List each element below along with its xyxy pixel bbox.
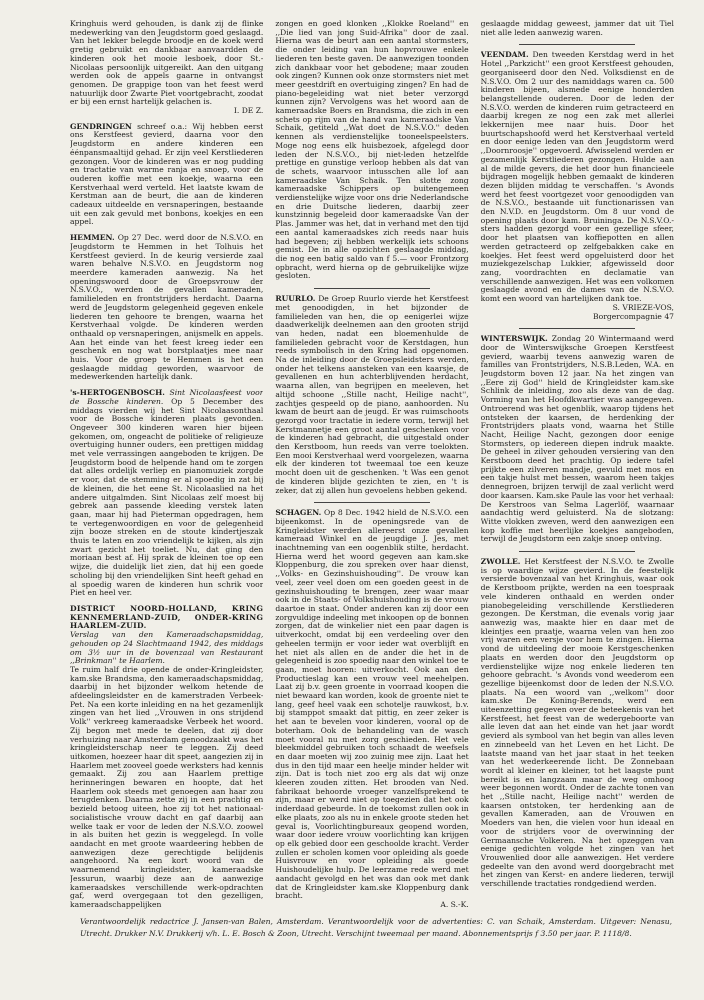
article-columns — [70, 20, 674, 910]
colophon-footer — [80, 916, 672, 940]
column-left — [70, 20, 263, 910]
article-text: Op 5 December des middags vierden wij het Sint Nicolaasonthaal voor de Bossche kinderen plaats gevonden. Ongeveer 300 kinderen waren hier bijeen gekomen, om, ongeacht de politieke of religieuze overtuiging hunner ouders, een prettigen middag met vele verrassingen aangeboden te krijgen. De Jeugdstorm bood de helpende hand om te zorgen dat alles ordelijk verliep en pianomuziek zorgde er voor, dat de stemming er al spoedig in zat bij de kleinen, die het eene St. Nicolaaslied na het andere uitgalmden. Sint Nicolaas zelf moest bij gebrek aan passende kleeding verstek laten gaan, maar hij had Pieterman opgedragen, hem te vertegenwoordigen en voor de gelegenheid zijn booze streken en de stoute kindertjeszak thuis te laten en zoo vriendelijk te kijken, als zijn zwart gezicht het toeliet. Nu, dat ging den moriaan best af. Hij sprak de kleinen toe op een wijze, die duidelijk liet zien, dat hij een goede scholing bij den vriendelijken Sint heeft gehad en al spoedig waren de kinderen hun schrik voor Piet en heel ver. — [70, 396, 264, 598]
article-hertogenbosch — [70, 389, 263, 598]
article-text: Te ruim half drie opende de onder-Kringleidster, kam.ske Brandsma, den kameraadschapsmiddag, daarbij in het bijzonder welkom hetende de afdeelingsleidster en de kamerstraden Verbeek-Pet. Na een korte inleiding en na het gezamenlijk zingen van het lied ,,Vrouwen in ons strijdend Volk'' verkreeg kameraadske Verbeek het woord. Zij begon met mede te deelen, dat zij door verhuizing naar Amsterdam genoodzaakt was het kringleidsterschap neer te leggen. Zij deed uitkomen, hoezeer haar dit speet, aangezien zij in Haarlem met zooveel goede werksters had kennis gemaakt. Zij zou aan Haarlem prettige herinneringen bewaren en hoopte, dat het Haarlem ook steeds met genoegen aan haar zou terugdenken. Daarna zette zij in een prachtig en bezield betoog uiteen, hoe zij tot het nationaal-socialistische vrouw dacht en gaf daarbij aan welke taak er voor de leden der N.S.V.O. zoowel in als buiten het gezin is weggelegd. In volle aandacht en met groote waardeering hebben de aanwezigen deze gerechtigde belijdenis aangehoord. Na een kort woord van de waarnemend kringleidster, kameraadske Jessurun, waarbij deze aan de aanwezige kameraadskes verschillende werk-opdrachten gaf, werd overgegaan tot den gezelligen, kameraadschappelijken — [70, 664, 264, 909]
colophon-text: Verantwoordelijk redactrice J. Jansen-van Balen, Amsterdam. Verantwoordelijk voor de advertenties: C. van Schaik, Amsterdam. Uitgever: Nenasu, Utrecht. Drukker N.V. Drukkerij v/h. L. E. Bosch & Zoon, Utrecht. Verschijnt tweemaal per maand. Abonnementsprijs f 3.50 per jaar. P. 1118/8. — [80, 917, 672, 938]
divider — [519, 551, 635, 552]
article-heading: ZWOLLE. — [480, 557, 521, 567]
article-signature: I. DE Z. — [233, 106, 264, 116]
article-winterswijk — [481, 335, 674, 544]
article-signature-place: Borgercompagnie 47 — [593, 311, 674, 321]
article-text: Op 27 Dec. werd door de N.S.V.O. en Jeugdstorm te Hemmen in het Tolhuis het Kerstfeest gevierd. In de keurig versierde zaal waren behalve N.S.V.O. en Jeugdstorm nog meerdere kameraden aanwezig. Na het openingswoord door de Groepsvrouw der N.S.V.O., werden de gevallen kameraden, familieleden en frontstrijders herdacht. Daarna werd de Jeugdstorm gelegenheid gegeven enkele liederen ten gehoore te brengen, waarna het Kerstverhaal volgde. De kinderen werden onthaald op versnaperingen, anijsmelk en appels. Aan het einde van het feest kreeg ieder een geschenk en nog wat borstplaatjes mee naar huis. Voor de groep te Hemmen is het een geslaagde middag geworden, waarvoor de medewerkenden hartelijk dank. — [70, 233, 264, 382]
article-gendringen — [70, 123, 263, 227]
column-middle — [275, 20, 468, 910]
article-subtitle: Verslag van den Kameraadschapsmiddag, gehouden op 24 Slachtmaand 1942, des middags om 3½ uur in de bovenzaal van Restaurant ,,Brinkman'' te Haarlem. — [70, 630, 264, 666]
article-continued-tiel — [481, 20, 674, 37]
article-text: schreef o.a.: Wij hebben eerst ons Kerstfeest gevierd, daarna voor den Jeugdstorm en andere kinderen een éénpansmaaltijd gehad. Er zijn veel Kerstliederen gezongen. Voor de kinderen was er nog pudding en tractatie van warme ranja en snoep, voor de ouderen koffie met een koekje, waarna een Kerstverhaal werd verteld. Het laatste kwam de Kerstman aan de beurt, die aan de kinderen cadeaux uitdeelde en versnaperingen, bestaande uit een zak gevuld met bonbons, koekjes en een appel. — [70, 121, 264, 227]
article-heading: 's-HERTOGENBOSCH. — [70, 388, 165, 398]
article-text: Den tweeden Kerstdag werd in het Hotel ,,Parkzicht'' een groot Kerstfeest gehouden, georganiseerd door den Ned. Volksdienst en de N.S.V.O. Om 2 uur des namiddags waren ca. 500 kinderen bijeen, alsmede eenige honderden belangstellende ouderen. Door de leden der N.S.V.O. werden de kinderen ruim getracteerd en daarbij kregen ze nog een zak met allerlei lekkernijen mee naar huis. Door het buurtschapshoofd werd het Kerstverhaal verteld en door eenige leden van den Jeugdstorm werd ,,Doornroosje'' opgevoerd. Afwisselend werden er gezamenlijk Kerstliederen gezongen. Hulde aan al de milde gevers, die het door hun financieele bijdragen mogelijk hebben gemaakt de kinderen dezen blijden middag te verschaffen. 's Avonds werd het feest voortgezet voor genoodigden van de N.S.V.O., bestaande uit functionarissen van den N.V.D. en Jeugdstorm. Om 8 uur vond de opening plaats door kam. Bruininga. De N.S.V.O.-sters hadden gezorgd voor een gezellige sfeer, door het plaatsen van koffiepotten en allen werden getracteerd op zelfgebakken cake en koekjes. Het feest werd opgeluisterd door het muziekgezelschap Lukkier, afgewisseld door zang, voordrachten en declamatie van verschillende aanwezigen. Het was een volkomen geslaagde avond en de dames van de N.S.V.O. komt een woord van hartelijken dank toe. — [480, 50, 674, 304]
article-heading: WINTERSWIJK. — [480, 334, 548, 344]
article-text: De Groep Ruurlo vierde het Kerstfeest met genoodigden, in het bijzonder de familieleden van hen, die op eenigerlei wijze daadwerkelijk deelnemen aan den grooten strijd van heden, nadat een bloemenhulde de familieleden gebracht voor de Kerstdagen, hun reeds symbolisch in den Kring had opgenomen. Na de inleiding door de Groepsleidsters werden, onder het telkens aansteken van een kaarsje, de gevallenen en hun achterblijvenden herdacht, waarna allen, van begrijpen en meeleven, het altijd schoone ,,Stille nacht, Heilige nacht'', zachtjes gespeeld op de piano, aanhoorden. Nu kwam de beurt aan de jeugd. Er was ruimschoots gezorgd voor tractatie in iedere vorm, terwijl het Kerstmannetje een groot aantal geschenken voor de kinderen had gebracht, die uitgestald onder den Kerstboom, hun reeds van verre toelokten. Een mooi Kerstverhaal werd voorgelezen, waarna elk der kinderen tot tweemaal toe een keuze mocht doen uit de geschenken. 't Was een genot de kinderen blijde gezichten te zien, en 't is zeker, dat zij allen hun gevoelens hebben gekend. — [275, 294, 469, 495]
article-ruurlo — [275, 295, 468, 495]
article-continued-district — [275, 20, 468, 281]
article-signature: A. S.-K. — [440, 899, 469, 909]
article-text: zongen en goed klonken ,,Klokke Roeland'' en ,,Die lied van jong Suid-Afrika'' door de zaal. Hierna was de beurt aan een aantal stormsters, die onder leiding van hun hopvrouwe enkele liederen ten beste gaven. De aanwezigen toonden zich dankbaar voor het gebodene; maar zouden ook zingen? Kunnen ook onze stormsters niet met meer geestdrift en overtuiging zingen? En had de piano-begeleiding wat niet beter verzorgd kunnen zijn? Vervolgens was het woord aan de kameraadske Boers en Brandsma, die zich in een schets op rijm van de hand van kameraadske Van Schaik, getiteld ,,Wat doet de N.S.V.O.'' deden kennen als verdienstelijke tooneelspeelsters. Moge nog eens elk huisbezoek, afgelegd door leden der N.S.V.O., bij niet-leden hetzelfde prettige en gunstige verloop hebben als dat van de schets, waarvoor intusschen alle lof aan kameraadske Van Schaik. Ten slotte zong kameraadske Schippers op buitengemeen verdienstelijke wijze voor ons drie Nederlandsche en drie Duitsche liederen, daarbij zeer kunstzinnig begeleid door kameraadske Van der Plas. Jammer was het, dat in verhand met den tijd een aantal kameraadskes zich reeds naar huis had begeven; zij hebben werkelijk iets schoons gemist. De in alle opzichten geslaagde middag, die nog een batig saldo van f 5.— voor Frontzorg opbracht, werd hierna op de gebruikelijke wijze gesloten. — [275, 20, 469, 281]
divider — [314, 288, 430, 289]
article-heading: HEMMEN. — [70, 233, 115, 243]
article-text: Kringhuis werd gehouden, is dank zij de flinke medewerking van den Jeugdstorm goed geslaagd. Van het lekker belegde broodje en de koek werd gretig gebruikt en dankbaar aanvaardden de kinderen ook het mooie lesboek, door St.-Nicolaas persoonlijk uitgereikt. Aan den uitgang werden ook de appels gaarne in ontvangst genomen. De grappige toon van het feest werd natuurlijk door Zwarte Piet voortgebracht, zoodat er bij een ernst hartelijk gelachen is. — [70, 20, 264, 107]
article-text: geslaagde middag geweest, jammer dat uit Tiel niet alle leden aanwezig waren. — [480, 20, 674, 37]
article-heading: SCHAGEN. — [275, 508, 322, 518]
divider — [314, 502, 430, 503]
divider — [519, 328, 635, 329]
article-signature: S. VRIEZE-VOS, — [612, 302, 674, 312]
article-heading: GENDRINGEN — [70, 121, 132, 131]
article-hemmen — [70, 234, 263, 382]
divider — [519, 44, 635, 45]
article-veendam — [481, 51, 674, 321]
article-schagen — [275, 509, 468, 909]
article-heading: VEENDAM. — [480, 50, 529, 60]
column-right — [481, 20, 674, 910]
article-district-noord-holland — [70, 605, 263, 910]
article-text: Op 8 Dec. 1942 hield de N.S.V.O. een bijeenkomst. In de openingsrede van de Kringleidster werden allereerst onze gevallen kameraad Winkel en de jeugdige J. Jes, met inachtneming van een oogenblik stilte, herdacht. Hierna werd het woord gegeven aan kam.ske Kloppenburg, die zou spreken over haar dienst, ,,Volks- en Gezinshuishouding''. De vrouw kan veel, zeer veel doen om een goeden geest in de gezinshuishouding te brengen, zeer waar maar ook in de Staats- of Volkshuishouding is de vrouw daartoe in staat. Onder anderen kan zij door een zorgvuldige indeeling met inkoopen op de bonnen zorgen, dat de winkelier niet een paar dagen is uitverkocht, omdat bij een verdeeling over den geheelen termijn er voor ieder wat overblijft en het niet als allen en de ander die het in de gelegenheid is zoo spoedig naar den winkel toe te gaan, moet hooren: uitverkocht. Ook aan den Productieslag kan een vrouw veel meehelpen. Laat zij b.v. geen groente in voorraad koopen die niet bewaard kan worden, kook de groente niet te lang, geef heel vaak een schotelje rauwkost, b.v. bij stamppot smaakt dat pittig, en zeer zeker is het aan te bevelen voor kinderen, vooral op de boterham. Ook de behandeling van de wasch moet vooral nu met zorg geschieden. Het vele bleekmiddel gebruiken toch schaadt de weefsels en daar moeten wij zoo zuinig mee zijn. Laat het dus in den tijd maar een heelje minder helder wit zijn. Dat is toch niet zoo erg als dat wij onze kleeren zouden zitten. Het brooden van Ned. fabrikaat behoorde vroeger vanzelfsprekend te zijn, maar er werd niet op toegezien dat het ook inderdaad gebeurde. In de toekomst zullen ook in elke plaats, zoo als nu in enkele groote steden het geval is, Voorlichtingbureaux geopend worden, waar door iedere vrouw voorlichting kan krijgen op elk gebied door een geschoolde kracht. Verder zullen er scholen komen voor opleiding als goede Huisvrouw en voor opleiding als goede Huishoudelijke hulp. De leerzame rede werd met aandacht gevolgd en het was dan ook met dank dat de Kringleidster kam.ske Kloppenburg dank bracht. — [275, 508, 469, 901]
article-text: Het Kerstfeest der N.S.V.O. te Zwolle is op waardige wijze gevierd. In de feestelijk versierde bovenzaal van het Kringhuis, waar ook de Kerstboom prijkte, werden na een toespraak vele kinderen onthaald en werden onder pianobegeleiding verschillende Kerstliederen gezongen. De Kerstman, die evenals vorig jaar aanwezig was, maakte hier en daar met de kleintjes een praatje, waarna velen van hen zoo vrij waren een versje voor hem te zingen. Hierna vond de uitdeeling der mooie Kerstgeschenken plaats en werden door den Jeugdstorm op verdienstelijke wijze nog enkele liederen ten gehoore gebracht. 's Avonds vond weederom een gezellige bijeenkomst door de leden der N.S.V.O. plaats. Na een woord van ,,welkom'' door kam.ske De Koning-Berends, werd een uiteenzetting gegeven over de beteekenis van het Kerstfeest, het feest van de wedergeboorte van alle leven dat aan het einde van het jaar wordt gevierd als symbool van het begin van alles leven en zinnebeeld van het Leven en het Licht. De laatste maand van het jaar staat in het teeken van het wederkeerende licht. De Zonnebaan wordt al kleiner en kleiner, tot het laagste punt bereikt is en langzaam maar de weg omhoog weer begonnen wordt. Onder de zachte tonen van het ,,Stille nacht, Heilige nacht'' werden de kaarsen ontstoken, ter herdenking aan de gevallen Kameraden, aan de Vrouwen en Moeders van hen, die vielen voor hun ideaal en voor de strijders voor de overwinning der Germaansche Volkeren. Na het opzeggen van eenige gedichten volgde het zingen van het Vrouwenlied door alle aanwezigen. Het verdere gedeelte van den avond werd doorgebracht met het zingen van Kerst- en andere liederen, terwijl verschillende tractaties rondgediend werden. — [480, 557, 674, 889]
article-zwolle — [481, 558, 674, 889]
article-heading: DISTRICT NOORD-HOLLAND, KRING KENNEMERLAND-ZUID, ONDER-KRING HAARLEM-ZUID. — [70, 604, 264, 631]
article-subtitle: Sint Nicolaasfeest voor de Bossche kinderen. — [70, 388, 264, 406]
article-text: Zondag 20 Wintermaand werd door de Winterswijksche Groepen Kerstfeest gevierd, waarbij tevens aanwezig waren de familles van Frontstrijders, N.S.B.Leden, W.A. en Jeugdstorm boven 12 jaar. Na het zingen van ,,Eere zij God'' hield de Kringleidster kam.ske Schlink de inleiding, zoo als deze van de dag. Vorming van het Hoofdkwartier was aangegeven. Ontroerend was het ogenblik, waarop tijdens het ontsteken der kaarsen, de herdenking der Frontstrijders plaats vond, waarna het Stille Nacht, Heilige Nacht, gezongen door eenige Stormsters, op iedereen diepen indruk maakte. De geheel in zilver gehouden versiering van den Kerstboom deed het prachtig. Op iedere tafel prijkte een zilveren mandje, gevuld met mos en een takje hulst met bessen, waarom heen takjes dennegroen, brijzen terwijl de zaal verlicht werd door kaarsen. Kam.ske Paule las voor het verhaal: De Kerstroos van Selma Lagerlöf, waarnaar aandachtig werd geluisterd. Na de slotzang: Witte vlokken zweven, werd den aanwezigen een kop koffie met heerlijke koekjes aangeboden, terwijl de Jeugdstorm een zakje snoep ontving. — [480, 334, 674, 544]
article-heading: RUURLO. — [275, 294, 316, 304]
article-continued-intro — [70, 20, 263, 116]
